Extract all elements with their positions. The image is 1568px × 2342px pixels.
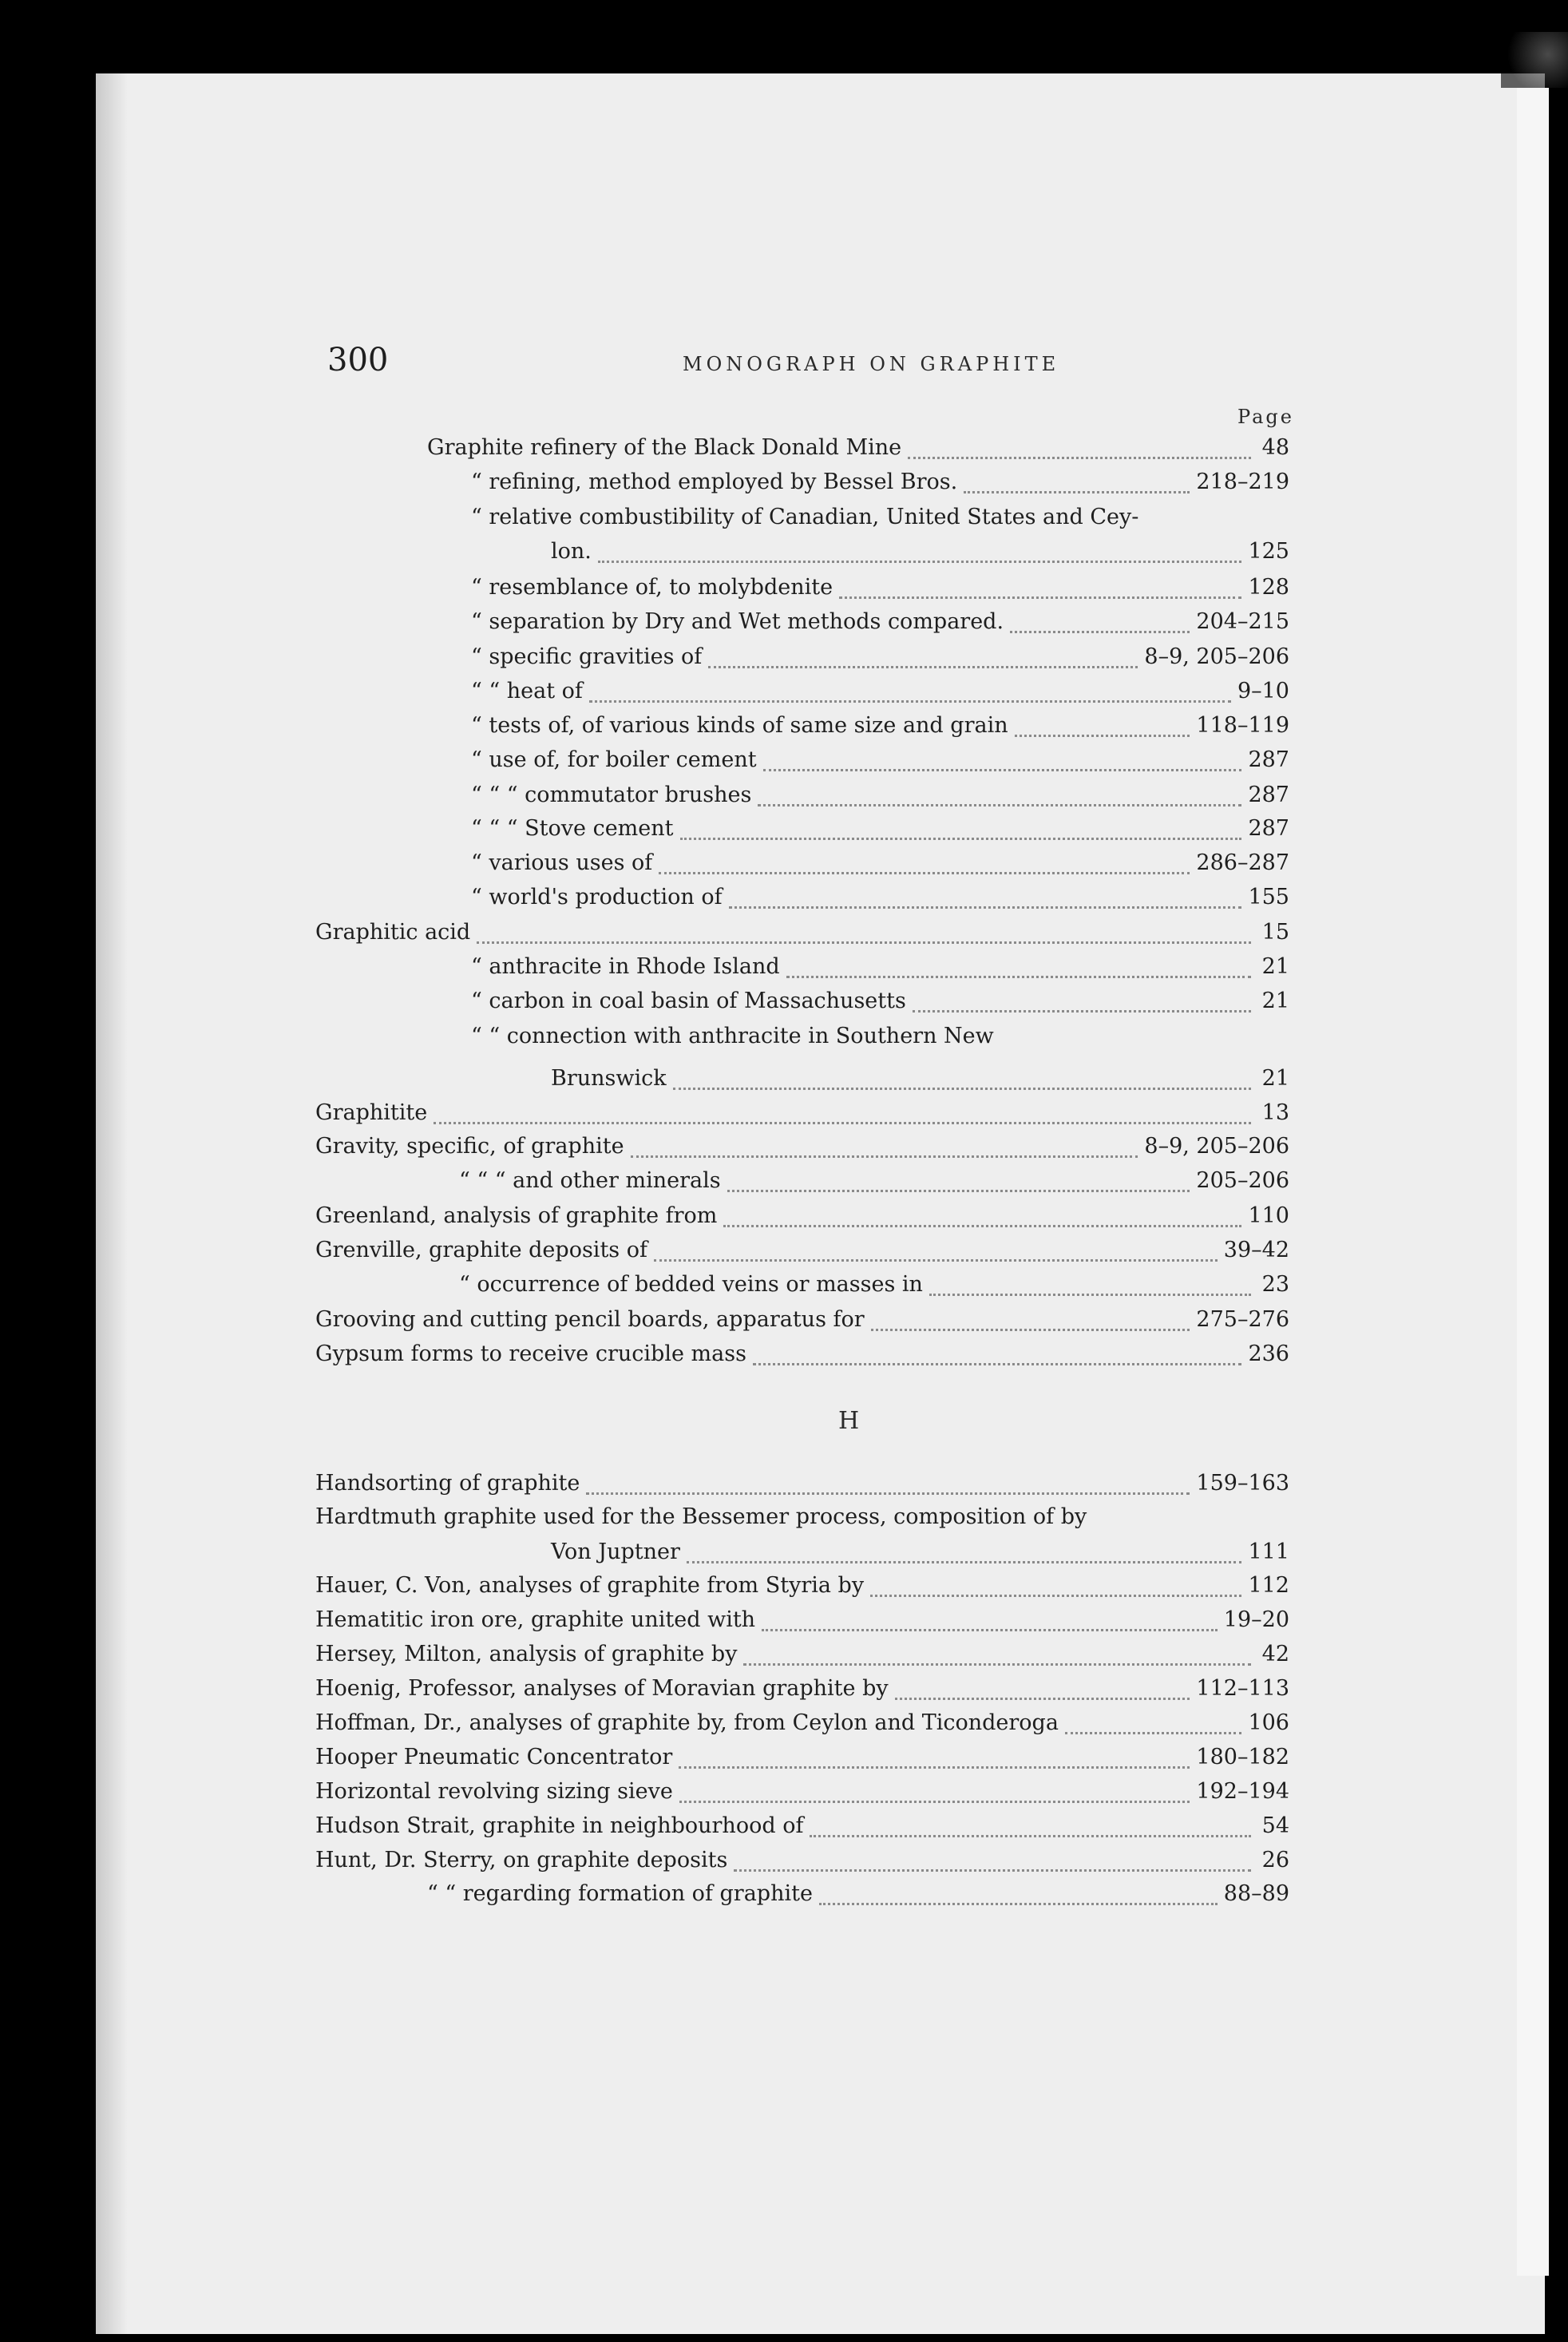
index-entry: Brunswick 21 bbox=[551, 1066, 1289, 1091]
page-column-label: Page bbox=[1237, 406, 1294, 428]
index-entry: “ resemblance of, to molybdenite 128 bbox=[471, 575, 1289, 600]
index-entry: “ “ regarding formation of graphite 88–89 bbox=[427, 1881, 1289, 1906]
index-entry: “ various uses of 286–287 bbox=[471, 850, 1289, 875]
index-entry: Hoffman, Dr., analyses of graphite by, from Ceylon and Ticonderoga 106 bbox=[315, 1710, 1289, 1735]
index-entry: lon. 125 bbox=[551, 539, 1289, 564]
index-entry: “ separation by Dry and Wet methods compared. 204–215 bbox=[471, 609, 1289, 634]
index-entry: “ “ “ Stove cement 287 bbox=[471, 816, 1289, 841]
index-entry-line: “ relative combustibility of Canadian, United States and Cey- bbox=[471, 505, 1139, 529]
index-entry: Hudson Strait, graphite in neighbourhood of 54 bbox=[315, 1813, 1289, 1838]
index-entry: Hoenig, Professor, analyses of Moravian graphite by 112–113 bbox=[315, 1676, 1289, 1701]
index-entry: Gypsum forms to receive crucible mass 236 bbox=[315, 1341, 1289, 1366]
index-entry: “ anthracite in Rhode Island 21 bbox=[471, 954, 1289, 979]
index-entry: Hersey, Milton, analysis of graphite by 42 bbox=[315, 1642, 1289, 1666]
section-heading-h: H bbox=[838, 1407, 860, 1435]
index-entry: “ tests of, of various kinds of same size and grain 118–119 bbox=[471, 713, 1289, 738]
index-entry: Hooper Pneumatic Concentrator 180–182 bbox=[315, 1745, 1289, 1769]
index-entry-line: Hardtmuth graphite used for the Bessemer process, composition of by bbox=[315, 1504, 1087, 1529]
index-entry: Grenville, graphite deposits of 39–42 bbox=[315, 1238, 1289, 1262]
running-title: MONOGRAPH ON GRAPHITE bbox=[683, 353, 1060, 375]
index-entry-line: “ “ connection with anthracite in Southern New bbox=[471, 1024, 994, 1048]
index-entry: Hematitic iron ore, graphite united with 19–20 bbox=[315, 1607, 1289, 1632]
scan-smudge bbox=[1501, 32, 1568, 88]
index-entry: Greenland, analysis of graphite from 110 bbox=[315, 1203, 1289, 1228]
page-number: 300 bbox=[327, 342, 389, 378]
index-entry: Graphitic acid 15 bbox=[315, 920, 1289, 945]
index-entry: Horizontal revolving sizing sieve 192–194 bbox=[315, 1779, 1289, 1804]
index-entry: “ “ “ commutator brushes 287 bbox=[471, 783, 1289, 807]
index-entry: Hauer, C. Von, analyses of graphite from Styria by 112 bbox=[315, 1573, 1289, 1598]
index-entry: Hunt, Dr. Sterry, on graphite deposits 26 bbox=[315, 1848, 1289, 1872]
index-entry: “ refining, method employed by Bessel Bros. 218–219 bbox=[471, 470, 1289, 494]
index-entry: “ occurrence of bedded veins or masses in 23 bbox=[459, 1272, 1289, 1297]
index-entry: “ “ “ and other minerals 205–206 bbox=[459, 1168, 1289, 1193]
index-entry: Grooving and cutting pencil boards, apparatus for 275–276 bbox=[315, 1307, 1289, 1332]
index-entry: Gravity, specific, of graphite 8–9, 205–206 bbox=[315, 1134, 1289, 1159]
index-entry: Graphite refinery of the Black Donald Mine 48 bbox=[427, 435, 1289, 460]
index-entry: Graphitite 13 bbox=[315, 1100, 1289, 1125]
adjacent-page-edge bbox=[1517, 88, 1549, 2276]
index-entry: “ world's production of 155 bbox=[471, 885, 1289, 909]
index-entry: “ “ heat of 9–10 bbox=[471, 679, 1289, 703]
index-entry: “ specific gravities of 8–9, 205–206 bbox=[471, 644, 1289, 669]
page-gutter-shade bbox=[96, 73, 128, 2334]
index-entry: Handsorting of graphite 159–163 bbox=[315, 1471, 1289, 1496]
index-entry: “ carbon in coal basin of Massachusetts 21 bbox=[471, 989, 1289, 1013]
index-entry: “ use of, for boiler cement 287 bbox=[471, 747, 1289, 772]
index-entry: Von Juptner 111 bbox=[551, 1540, 1289, 1564]
